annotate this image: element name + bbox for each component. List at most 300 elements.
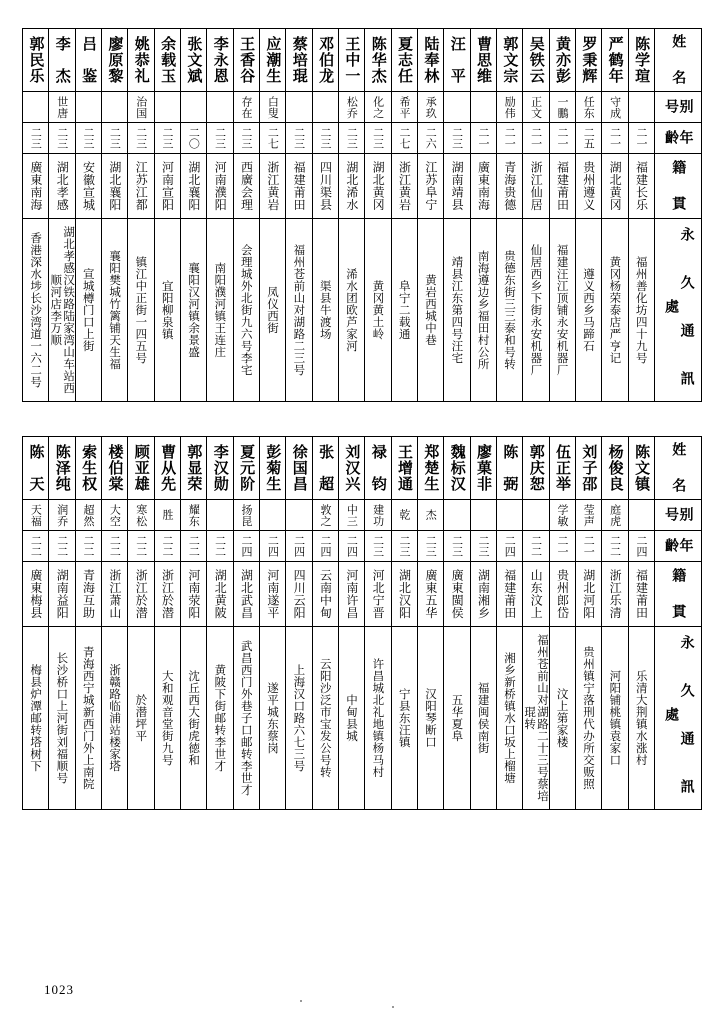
entry-address: 大和观音堂街九号 [160,670,175,766]
cell-name [549,29,575,92]
entry-address: 会理城外北街九六号李宅 [239,244,254,376]
cell-age [128,123,154,154]
entry-age: 二三 [55,127,69,149]
cell-name [101,437,127,500]
cell-age [365,531,391,562]
cell-age [312,123,338,154]
cell-address [75,219,101,402]
entry-origin: 福建莆田 [634,569,649,619]
cell-address [549,219,575,402]
row-age [23,531,702,562]
cell-age [207,123,233,154]
entry-age: 二三 [108,127,122,149]
cell-alias [233,92,259,123]
cell-address [602,627,628,810]
header-label: 籍 貫 [670,159,687,213]
entry-age: 二二 [187,535,201,557]
entry-name: 吕 鉴 [80,36,99,84]
cell-address [101,219,127,402]
entry-origin: 浙江於潜 [134,569,149,619]
cell-origin [549,562,575,627]
cell-name [101,29,127,92]
entry-address: 遵义西乡马蹄石 [581,268,596,352]
scan-speck [300,1000,302,1002]
cell-age [233,123,259,154]
entry-age: 二二 [29,535,43,557]
cell-age [549,123,575,154]
entry-alias: 励伟 [503,95,517,119]
entry-age: 二一 [582,535,596,557]
entry-origin: 浙江仙居 [529,161,544,211]
cell-name [338,29,364,92]
cell-origin [470,562,496,627]
column-header-alias [655,92,702,123]
cell-age [575,123,601,154]
roster-body-bottom [23,437,702,810]
entry-age: 二四 [634,535,648,557]
cell-name [549,437,575,500]
entry-alias: 白叟 [266,95,280,119]
entry-origin: 安徽宣城 [81,161,96,211]
entry-alias: 世唐 [55,95,69,119]
cell-alias [628,92,654,123]
cell-age [470,531,496,562]
cell-origin [75,154,101,219]
entry-name: 陆奉林 [422,36,441,84]
entry-age: 二七 [397,127,411,149]
entry-address: 许昌城北礼地镇杨马村 [371,658,386,778]
row-age [23,123,702,154]
entry-name: 陈学瑄 [633,36,652,84]
entry-origin: 湖北襄阳 [186,161,201,211]
cell-origin [496,562,522,627]
entry-alias: 乾 [397,509,411,521]
entry-age: 二三 [318,127,332,149]
cell-alias [207,500,233,531]
entry-name: 王中一 [343,36,362,84]
entry-name: 夏元阶 [238,444,257,492]
cell-alias [128,500,154,531]
cell-age [259,531,285,562]
entry-address: 福州苍前山对湖路二十三号蔡培琨转 [523,634,550,802]
cell-age [154,531,180,562]
entry-address: 香港深水埗长沙湾道一六二号 [29,232,44,388]
roster-table-top [22,28,702,402]
cell-address [312,219,338,402]
cell-address [523,627,549,810]
entry-alias: 建功 [371,503,385,527]
cell-name [628,437,654,500]
cell-alias [417,500,443,531]
row-address [23,219,702,402]
cell-alias [365,92,391,123]
entry-name: 廖原黎 [106,36,125,84]
cell-address [286,219,312,402]
entry-alias: 杰 [424,509,438,521]
row-origin [23,154,702,219]
entry-age: 二一 [555,127,569,149]
entry-name: 罗秉辉 [580,36,599,84]
entry-origin: 河南宣阳 [160,161,175,211]
cell-origin [575,154,601,219]
entry-name: 李永恩 [211,36,230,84]
entry-alias: 敦之 [318,503,332,527]
row-name [23,29,702,92]
entry-alias: 治国 [134,95,148,119]
cell-age [338,123,364,154]
entry-name: 李 杰 [53,36,72,84]
cell-age [101,531,127,562]
cell-origin [602,562,628,627]
cell-age [391,123,417,154]
entry-name: 陈泽纯 [53,444,72,492]
cell-age [602,531,628,562]
entry-origin: 浙江黄岩 [265,161,280,211]
cell-age [49,531,75,562]
cell-origin [496,154,522,219]
cell-alias [602,92,628,123]
entry-age: 二二 [82,535,96,557]
cell-origin [391,562,417,627]
entry-address: 凤仪西街 [266,286,281,334]
entry-origin: 河南遂平 [265,569,280,619]
entry-age: 二一 [503,127,517,149]
cell-address [49,219,75,402]
cell-address [259,219,285,402]
entry-alias: 寒松 [134,503,148,527]
cell-origin [523,154,549,219]
cell-name [49,29,75,92]
entry-address: 浠水团欧芦家河 [345,268,360,352]
column-header-name [655,29,702,92]
entry-name: 蔡培琨 [290,36,309,84]
entry-address: 湘乡新桥镇水口坂上榴塘 [503,652,517,784]
entry-origin: 浙江萧山 [107,569,122,619]
roster-table-bottom [22,436,702,810]
header-label: 永 久 通 訊 處 [663,634,695,802]
cell-age [286,531,312,562]
entry-origin: 廣東閩侯 [450,569,465,619]
cell-alias [496,500,522,531]
entry-name: 楼伯棠 [106,444,125,492]
entry-name: 邓伯龙 [317,36,336,84]
cell-origin [101,562,127,627]
cell-origin [628,154,654,219]
entry-address: 南海遵边乡福田村公所 [476,250,491,370]
cell-age [207,531,233,562]
header-label: 年 齡 [663,537,694,555]
cell-alias [628,500,654,531]
cell-address [286,627,312,810]
entry-address: 黄冈杨荣泰店严亨记 [608,256,623,364]
entry-name: 曹思维 [475,36,494,84]
entry-address: 上海汉口路六七三号 [292,664,307,772]
cell-origin [338,154,364,219]
entry-name: 吴铁云 [527,36,546,84]
cell-age [523,531,549,562]
cell-name [49,437,75,500]
cell-name [233,437,259,500]
entry-address: 阜宁二载通 [397,280,412,340]
cell-address [444,627,470,810]
entry-address: 浙赣路临浦站楼家塔 [108,664,123,772]
row-alias [23,500,702,531]
column-header-alias [655,500,702,531]
cell-alias [470,500,496,531]
entry-age: 二三 [450,127,464,149]
cell-address [417,627,443,810]
entry-origin: 浙江於潜 [160,569,175,619]
entry-name: 夏志任 [396,36,415,84]
entry-address: 黄岩西城中巷 [424,274,439,346]
entry-origin: 西廣会理 [239,161,254,211]
entry-alias: 扬昆 [240,503,253,527]
entry-age: 二一 [476,127,490,149]
entry-origin: 福建莆田 [502,569,517,619]
entry-origin: 河南许昌 [344,569,359,619]
entry-age: 二三 [29,127,43,149]
cell-alias [523,92,549,123]
cell-name [312,437,338,500]
entry-origin: 湖南益阳 [55,569,70,619]
entry-origin: 湖北孝感 [55,161,70,211]
cell-name [180,29,206,92]
cell-address [154,627,180,810]
cell-age [23,531,49,562]
entry-address: 渠县牛渡场 [318,280,333,340]
entry-name: 伍正举 [554,444,573,492]
entry-name: 张 超 [317,444,336,492]
entry-origin: 福建长乐 [634,161,649,211]
cell-origin [75,562,101,627]
cell-alias [259,500,285,531]
cell-age [549,531,575,562]
cell-origin [444,154,470,219]
entry-age: 二三 [240,127,253,149]
entry-origin: 河南濮阳 [213,161,228,211]
entry-alias: 耀东 [187,503,201,527]
cell-address [128,627,154,810]
entry-origin: 四川渠县 [318,161,333,211]
entry-age: 二三 [134,127,148,149]
cell-name [628,29,654,92]
entry-age: 二二 [529,535,543,557]
cell-address [470,219,496,402]
cell-name [259,29,285,92]
cell-origin [128,154,154,219]
entry-name: 李汉勋 [211,444,230,492]
entry-age: 二七 [266,127,280,149]
cell-origin [233,154,259,219]
entry-origin: 福建莆田 [555,161,570,211]
entry-origin: 廣東南海 [476,161,491,211]
entry-name: 严鹤年 [606,36,625,84]
entry-alias: 庭虎 [608,503,622,527]
cell-alias [49,92,75,123]
page-number: 1023 [44,982,74,997]
cell-age [75,531,101,562]
column-header-name [655,437,702,500]
cell-name [338,437,364,500]
entry-origin: 贵州郎岱 [555,569,570,619]
entry-origin: 湖北武昌 [239,569,254,619]
scan-speck [392,1006,394,1008]
cell-origin [470,154,496,219]
cell-alias [312,92,338,123]
cell-address [49,627,75,810]
cell-age [628,123,654,154]
cell-origin [128,562,154,627]
cell-alias [154,500,180,531]
cell-name [575,437,601,500]
cell-alias [391,92,417,123]
entry-name: 彭菊生 [264,444,283,492]
cell-alias [549,92,575,123]
entry-address: 於潜坪平 [134,694,149,742]
entry-address: 南阳濮河镇王连庄 [213,262,228,358]
cell-age [23,123,49,154]
entry-alias: 莹声 [582,503,596,527]
cell-address [628,219,654,402]
entry-address: 福州善化坊四十九号 [634,256,649,364]
entry-origin: 福建莆田 [292,161,307,211]
cell-origin [233,562,259,627]
cell-origin [49,562,75,627]
cell-origin [259,154,285,219]
header-label: 别 号 [663,506,694,524]
entry-age: 二三 [397,535,411,557]
cell-name [233,29,259,92]
entry-name: 郭民乐 [27,36,46,84]
cell-origin [391,154,417,219]
entry-name: 余载玉 [159,36,178,84]
entry-age: 二三 [292,127,306,149]
entry-alias: 中三 [345,503,359,527]
cell-origin [312,154,338,219]
cell-name [391,437,417,500]
cell-address [180,627,206,810]
cell-address [128,219,154,402]
cell-age [101,123,127,154]
entry-name: 刘子邵 [580,444,599,492]
entry-age: 二二 [608,535,622,557]
entry-name: 黄亦彭 [554,36,573,84]
entry-age: 二四 [266,535,280,557]
entry-name: 廖菓非 [475,444,494,492]
entry-age: 二三 [371,535,385,557]
cell-alias [207,92,233,123]
entry-age: 二三 [345,127,359,149]
cell-origin [49,154,75,219]
column-header-address [655,219,702,402]
cell-address [391,219,417,402]
cell-origin [338,562,364,627]
cell-address [523,219,549,402]
cell-alias [180,92,206,123]
entry-address: 长沙桥口上河街刘福顺号 [55,652,70,784]
cell-name [286,437,312,500]
entry-age: 二二 [213,535,227,557]
cell-alias [23,500,49,531]
entry-name: 陈华杰 [369,36,388,84]
entry-age: 二三 [450,535,464,557]
cell-origin [575,562,601,627]
cell-age [154,123,180,154]
entry-alias: 胜 [161,509,175,521]
entry-origin: 河北宁晋 [371,569,386,619]
cell-age [128,531,154,562]
entry-age: 二五 [582,127,596,149]
entry-address: 五华夏阜 [450,694,465,742]
roster-body-top [23,29,702,402]
cell-name [259,437,285,500]
cell-name [444,437,470,500]
entry-address: 沈丘西大街虎徳和 [187,670,202,766]
cell-address [470,627,496,810]
cell-alias [575,500,601,531]
cell-name [154,29,180,92]
row-origin [23,562,702,627]
cell-age [575,531,601,562]
cell-age [286,123,312,154]
entry-age: 二〇 [187,127,201,149]
header-label: 别 号 [663,98,694,116]
cell-age [496,123,522,154]
entry-name: 曹从先 [159,444,178,492]
cell-address [233,219,259,402]
entry-origin: 湖北汉阳 [397,569,412,619]
cell-age [602,123,628,154]
entry-name: 顾亚雄 [132,444,151,492]
cell-alias [523,500,549,531]
cell-origin [259,562,285,627]
cell-alias [602,500,628,531]
entry-origin: 贵州遵义 [581,161,596,211]
column-header-origin [655,562,702,627]
entry-address: 黄冈黄土岭 [371,280,386,340]
table-separator [22,402,702,436]
cell-address [233,627,259,810]
entry-origin: 浙江乐清 [608,569,623,619]
cell-name [417,437,443,500]
column-header-age [655,531,702,562]
cell-age [523,123,549,154]
cell-name [23,437,49,500]
entry-age: 二四 [345,535,359,557]
cell-alias [496,92,522,123]
entry-address: 汉阳琴断口 [424,688,439,748]
cell-name [444,29,470,92]
cell-age [75,123,101,154]
entry-address: 武昌西门外巷子口邮转李世才 [239,640,254,796]
cell-age [444,123,470,154]
cell-address [338,219,364,402]
cell-alias [312,500,338,531]
entry-alias: 希平 [397,95,411,119]
entry-name: 应潮生 [264,36,283,84]
entry-origin: 湖北黄陂 [213,569,228,619]
header-label: 永 久 通 訊 處 [663,226,695,394]
cell-origin [23,154,49,219]
entry-alias: 守成 [608,95,622,119]
entry-address: 贵州镇宁落刑代办所交贩照 [581,646,596,790]
cell-name [23,29,49,92]
cell-address [101,627,127,810]
cell-address [575,219,601,402]
cell-name [417,29,443,92]
cell-address [496,219,522,402]
cell-name [523,29,549,92]
